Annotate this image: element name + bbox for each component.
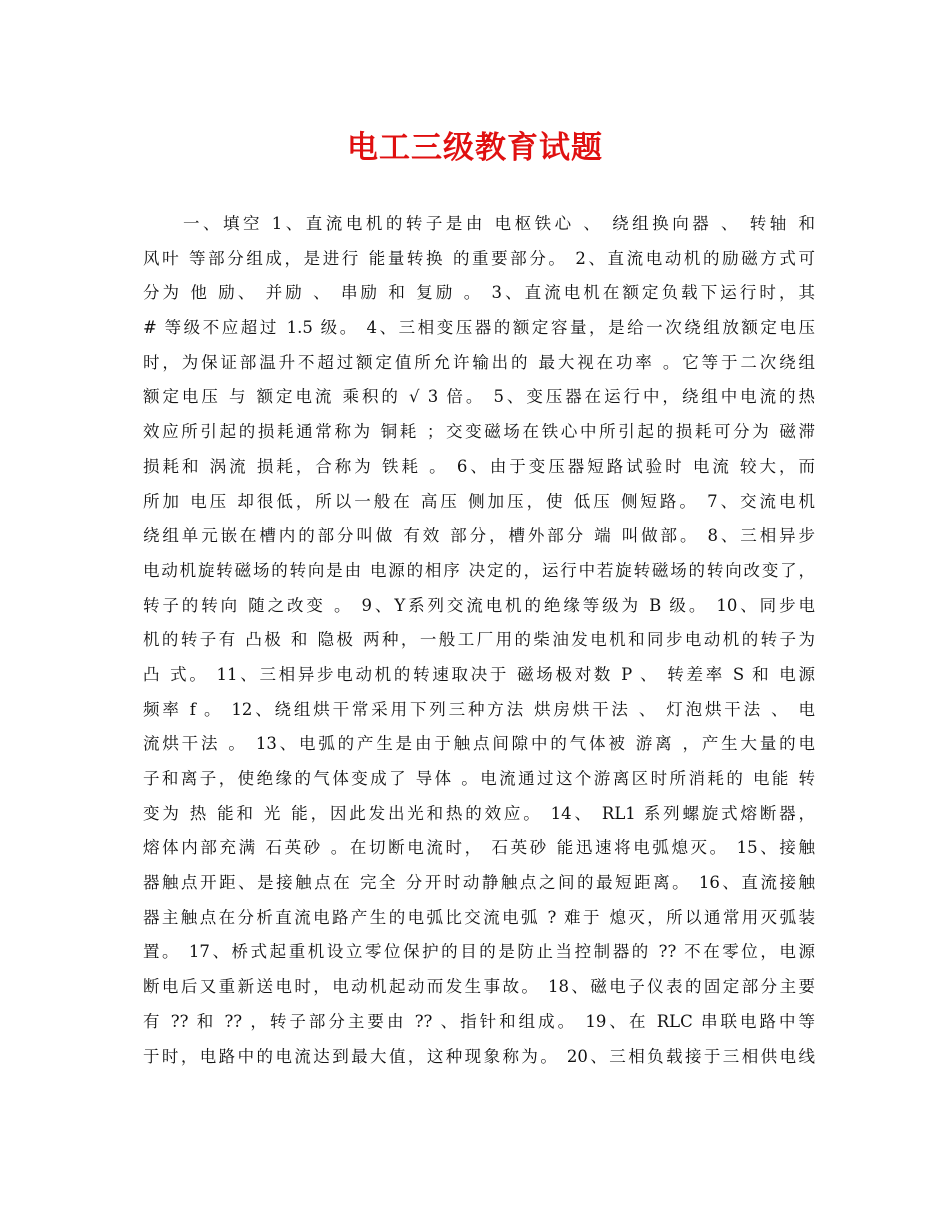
body-line: 一、填空 1、直流电机的转子是由 电枢铁心 、 绕组换向器 、 转轴 和 (183, 214, 815, 233)
body-line: 有 ?? 和 ?? ，转子部分主要由 ?? 、指针和组成。 19、在 RLC 串联电路中等 (143, 1011, 815, 1031)
body-line: 断电后又重新送电时，电动机起动而发生事故。 18、磁电子仪表的固定部分主要 (143, 977, 815, 997)
body-line: 频率 f 。 12、绕组烘干常采用下列三种方法 烘房烘干法 、 灯泡烘干法 、 电 (143, 699, 815, 719)
body-line: 时，为保证部温升不超过额定值所允许输出的 最大视在功率 。它等于二次绕组 (143, 352, 815, 372)
document-body (143, 207, 815, 1074)
body-line: # 等级不应超过 1.5 级。 4、三相变压器的额定容量，是给一次绕组放额定电压 (143, 318, 815, 338)
body-line: 变为 热 能和 光 能，因此发出光和热的效应。 14、 RL1 系列螺旋式熔断器， (143, 803, 815, 823)
body-line: 于时，电路中的电流达到最大值，这种现象称为。 20、三相负载接于三相供电线 (143, 1046, 815, 1066)
body-line: 效应所引起的损耗通常称为 铜耗 ；交变磁场在铁心中所引起的损耗可分为 磁滞 (143, 422, 815, 442)
body-line: 转子的转向 随之改变 。 9、Y系列交流电机的绝缘等级为 B 级。 10、同步电 (143, 595, 815, 615)
body-line: 器触点开距、是接触点在 完全 分开时动静触点之间的最短距离。 16、直流接触 (143, 873, 815, 893)
body-line: 风叶 等部分组成，是进行 能量转换 的重要部分。 2、直流电动机的励磁方式可 (143, 248, 815, 268)
body-line: 电动机旋转磁场的转向是由 电源的相序 决定的，运行中若旋转磁场的转向改变了， (143, 560, 815, 580)
body-line: 置。 17、桥式起重机设立零位保护的目的是防止当控制器的 ?? 不在零位，电源 (143, 942, 815, 962)
body-line: 额定电压 与 额定电流 乘积的 √ 3 倍。 5、变压器在运行中，绕组中电流的热 (143, 387, 815, 407)
body-line: 熔体内部充满 石英砂 。在切断电流时， 石英砂 能迅速将电弧熄灭。 15、接触 (143, 838, 815, 858)
body-line: 机的转子有 凸极 和 隐极 两种，一般工厂用的柴油发电机和同步电动机的转子为 (143, 630, 815, 650)
body-line: 子和离子，使绝缘的气体变成了 导体 。电流通过这个游离区时所消耗的 电能 转 (143, 769, 815, 788)
body-line: 绕组单元嵌在槽内的部分叫做 有效 部分，槽外部分 端 叫做部。 8、三相异步 (143, 526, 815, 546)
body-line: 损耗和 涡流 损耗，合称为 铁耗 。 6、由于变压器短路试验时 电流 较大，而 (143, 456, 815, 476)
body-line: 分为 他 励、 并励 、 串励 和 复励 。 3、直流电机在额定负载下运行时，其 (143, 283, 815, 303)
body-line: 所加 电压 却很低，所以一般在 高压 侧加压，使 低压 侧短路。 7、交流电机 (143, 491, 815, 511)
document-title: 电工三级教育试题 (347, 130, 603, 166)
body-line: 器主触点在分析直流电路产生的电弧比交流电弧 ? 难于 熄灭，所以通常用灭弧装 (143, 907, 815, 927)
body-line: 流烘干法 。 13、电弧的产生是由于触点间隙中的气体被 游离 ，产生大量的电 (143, 734, 815, 754)
body-line: 凸 式。 11、三相异步电动机的转速取决于 磁场极对数 P 、 转差率 S 和 电源 (143, 664, 815, 684)
